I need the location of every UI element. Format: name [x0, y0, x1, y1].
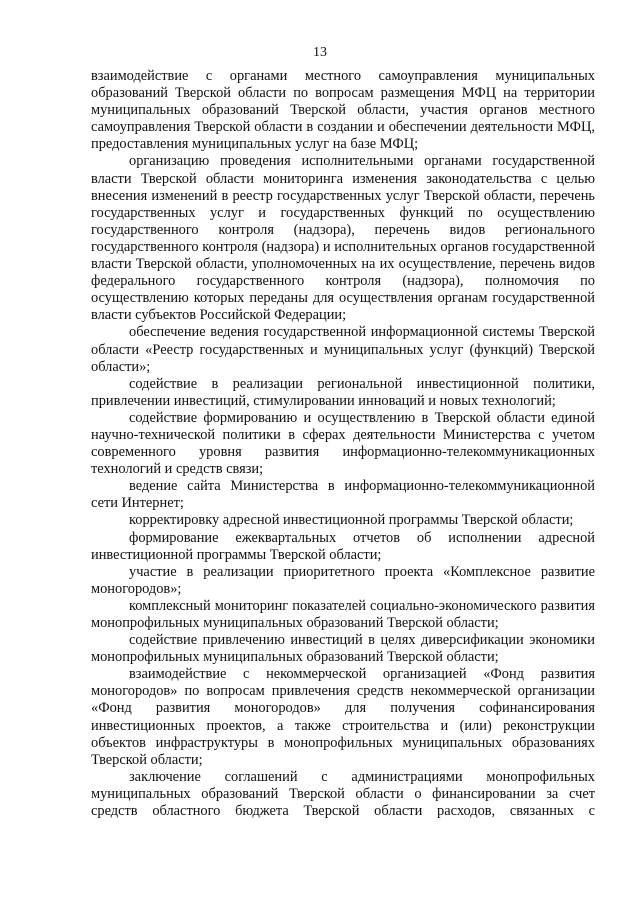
paragraph-mfc-interaction: взаимодействие с органами местного самоуправления муниципальных образований Тверской области по вопросам размещения МФЦ на территории муниципальных образований Тверской области, участия органов местного самоуправления Тверской области в создании и обеспечении деятельности МФЦ, предоставления муниципальных услуг на базе МФЦ; [91, 68, 595, 153]
paragraph-fund-interaction: взаимодействие с некоммерческой организацией «Фонд развития моногородов» по вопросам привлечения средств некоммерческой организации «Фонд развития моногородов» для получения софинансирования инвестиционных проектов, а также строительства и (или) реконструкции объектов инфраструктуры в монопрофильных муниципальных образованиях Тверской области; [91, 666, 595, 768]
paragraph-ministry-website: ведение сайта Министерства в информационно-телекоммуникационной сети Интернет; [91, 478, 595, 512]
paragraph-scientific-policy: содействие формированию и осуществлению в Тверской области единой научно-технической политики в сферах деятельности Министерства с учетом современного уровня развития информационно-телекоммуникационных технологий и средств связи; [91, 409, 595, 478]
paragraph-registry-system: обеспечение ведения государственной информационной системы Тверской области «Реестр государственных и муниципальных услуг (функций) Тверской области»; [91, 324, 595, 375]
paragraph-investment-policy: содействие в реализации региональной инвестиционной политики, привлечении инвестиций, стимулировании инноваций и новых технологий; [91, 375, 595, 409]
paragraph-agreements: заключение соглашений с администрациями монопрофильных муниципальных образований Тверской области о финансировании за счет средств областного бюджета Тверской области расходов, связанных с [91, 768, 595, 820]
paragraph-monotown-project: участие в реализации приоритетного проекта «Комплексное развитие моногородов»; [91, 563, 595, 597]
body-text [91, 68, 595, 820]
paragraph-legislation-monitoring: организацию проведения исполнительными органами государственной власти Тверской области мониторинга изменения законодательства с целью внесения изменений в реестр государственных услуг Тверской области, перечень государственных услуг и государственных функций по осуществлению государственного контроля (надзора), перечень видов регионального государственного контроля (надзора) и исполнительных органов государственной власти Тверской области, уполномоченных на их осуществление, перечень видов федерального государственного контроля (надзора), полномочия по осуществлению которых переданы для осуществления органам государственной власти субъектов Российской Федерации; [91, 153, 595, 324]
paragraph-quarterly-reports: формирование ежеквартальных отчетов об исполнении адресной инвестиционной программы Тверской области; [91, 529, 595, 563]
paragraph-monitoring-indicators: комплексный мониторинг показателей социально-экономического развития монопрофильных муниципальных образований Тверской области; [91, 597, 595, 631]
page-number: 13 [313, 45, 327, 60]
paragraph-investment-program-adjustment: корректировку адресной инвестиционной программы Тверской области; [129, 512, 574, 529]
paragraph-investment-diversification: содействие привлечению инвестиций в целях диверсификации экономики монопрофильных муниципальных образований Тверской области; [91, 632, 595, 666]
